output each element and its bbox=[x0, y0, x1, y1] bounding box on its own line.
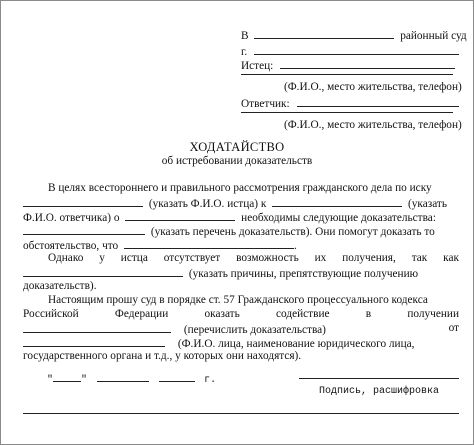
p1-line-5-text: обстоятельство, что bbox=[23, 240, 119, 252]
p3-word: Российской bbox=[23, 308, 79, 320]
court-name-field bbox=[254, 28, 394, 39]
p1-line-2-text: (указать Ф.И.О. истца) к bbox=[148, 198, 267, 210]
p3-word: в bbox=[365, 308, 372, 320]
reason-blank bbox=[23, 266, 183, 277]
p2-word: истца bbox=[120, 252, 148, 264]
claim-subject-blank bbox=[125, 210, 235, 221]
signature-rule bbox=[299, 378, 459, 379]
date-year-suffix: г. bbox=[204, 375, 217, 386]
p3-word: получении bbox=[407, 308, 459, 320]
defendant-label: Ответчик: bbox=[241, 98, 290, 110]
p3-line-1: Настоящим прошу суд в порядке ст. 57 Гражданского процессуального кодекса bbox=[48, 294, 428, 306]
date-quote-close: " bbox=[81, 375, 88, 386]
p3-line-5: государственного органа и т.д., у которых они находятся). bbox=[23, 350, 302, 362]
plaintiff-name-field bbox=[280, 58, 455, 69]
p1-line-2-text-b: (указать bbox=[408, 198, 448, 210]
evidence-blank bbox=[23, 322, 171, 333]
p1-line-5-period: . bbox=[294, 240, 297, 252]
city-field bbox=[254, 44, 459, 55]
p2-word: у bbox=[99, 252, 105, 264]
plaintiff-line bbox=[241, 58, 455, 73]
p2-word: возможность bbox=[236, 252, 299, 264]
p3-line-3 bbox=[23, 322, 459, 337]
plaintiff-extra-rule bbox=[241, 74, 453, 75]
court-suffix: районный суд bbox=[400, 30, 467, 42]
p3-word: содействие bbox=[276, 308, 330, 320]
p2-line-2-text: (указать причины, препятствующие получению bbox=[188, 268, 419, 280]
p1-line-3-text: Ф.И.О. ответчика) о bbox=[23, 212, 120, 224]
p2-word: отсутствует bbox=[163, 252, 221, 264]
date-line bbox=[47, 371, 216, 387]
p2-word: их bbox=[314, 252, 327, 264]
p1-line-3 bbox=[23, 210, 459, 225]
p2-word: Однако bbox=[48, 252, 84, 264]
day-blank bbox=[53, 371, 81, 382]
year-blank bbox=[159, 371, 195, 382]
document-title: ХОДАТАЙСТВО bbox=[189, 140, 285, 154]
p3-line-4-text: (Ф.И.О. лица, наименование юридического лица, bbox=[177, 338, 415, 350]
date-quote-open: " bbox=[47, 375, 54, 386]
p3-line-4 bbox=[23, 336, 414, 351]
defendant-line bbox=[241, 96, 459, 111]
defendant-extra-rule bbox=[241, 112, 453, 113]
p2-line-3: доказательств). bbox=[23, 280, 97, 292]
p3-word: Федерации bbox=[114, 308, 169, 320]
p1-line-4-text: (указать перечень доказательств). Они помогут доказать то bbox=[150, 226, 435, 238]
signature-label: Подпись, расшифровка bbox=[319, 386, 440, 397]
document-subtitle: об истребовании доказательств bbox=[161, 155, 313, 167]
p1-line-4 bbox=[23, 224, 459, 239]
circumstance-blank bbox=[124, 238, 294, 249]
p2-word: так bbox=[411, 252, 428, 264]
bottom-rule bbox=[23, 413, 459, 414]
p3-line-3-text: (перечислить доказательства) bbox=[183, 324, 326, 336]
plaintiff-label: Истец: bbox=[241, 60, 274, 72]
court-line bbox=[241, 28, 467, 43]
holder-blank bbox=[23, 336, 165, 347]
city-prefix: г. bbox=[241, 46, 248, 58]
defendant-name-blank bbox=[272, 196, 402, 207]
defendant-details: (Ф.И.О., место жительства, телефон) bbox=[284, 119, 462, 131]
p1-line-3-text-b: необходимы следующие доказательства: bbox=[241, 212, 436, 224]
p3-word: оказать bbox=[204, 308, 240, 320]
p1-line-1-text: В целях всестороннего и правильного рассмотрения гражданского дела по иску bbox=[48, 182, 432, 194]
p2-word: получения, bbox=[342, 252, 396, 264]
court-prefix: В bbox=[241, 30, 249, 42]
defendant-name-field bbox=[297, 96, 459, 107]
p1-line-1 bbox=[48, 182, 432, 195]
plaintiff-details: (Ф.И.О., место жительства, телефон) bbox=[284, 81, 462, 93]
p1-line-2 bbox=[23, 196, 459, 211]
p3-line-3-text-c: от bbox=[448, 322, 459, 334]
p2-word: как bbox=[443, 252, 459, 264]
p3-line-2 bbox=[23, 308, 459, 321]
city-line bbox=[241, 44, 459, 59]
p2-line-1 bbox=[48, 252, 459, 265]
evidence-list-blank bbox=[23, 224, 145, 235]
plaintiff-name-blank bbox=[23, 196, 143, 207]
p1-line-5 bbox=[23, 238, 297, 253]
p2-line-2 bbox=[23, 266, 418, 281]
month-blank bbox=[97, 371, 149, 382]
